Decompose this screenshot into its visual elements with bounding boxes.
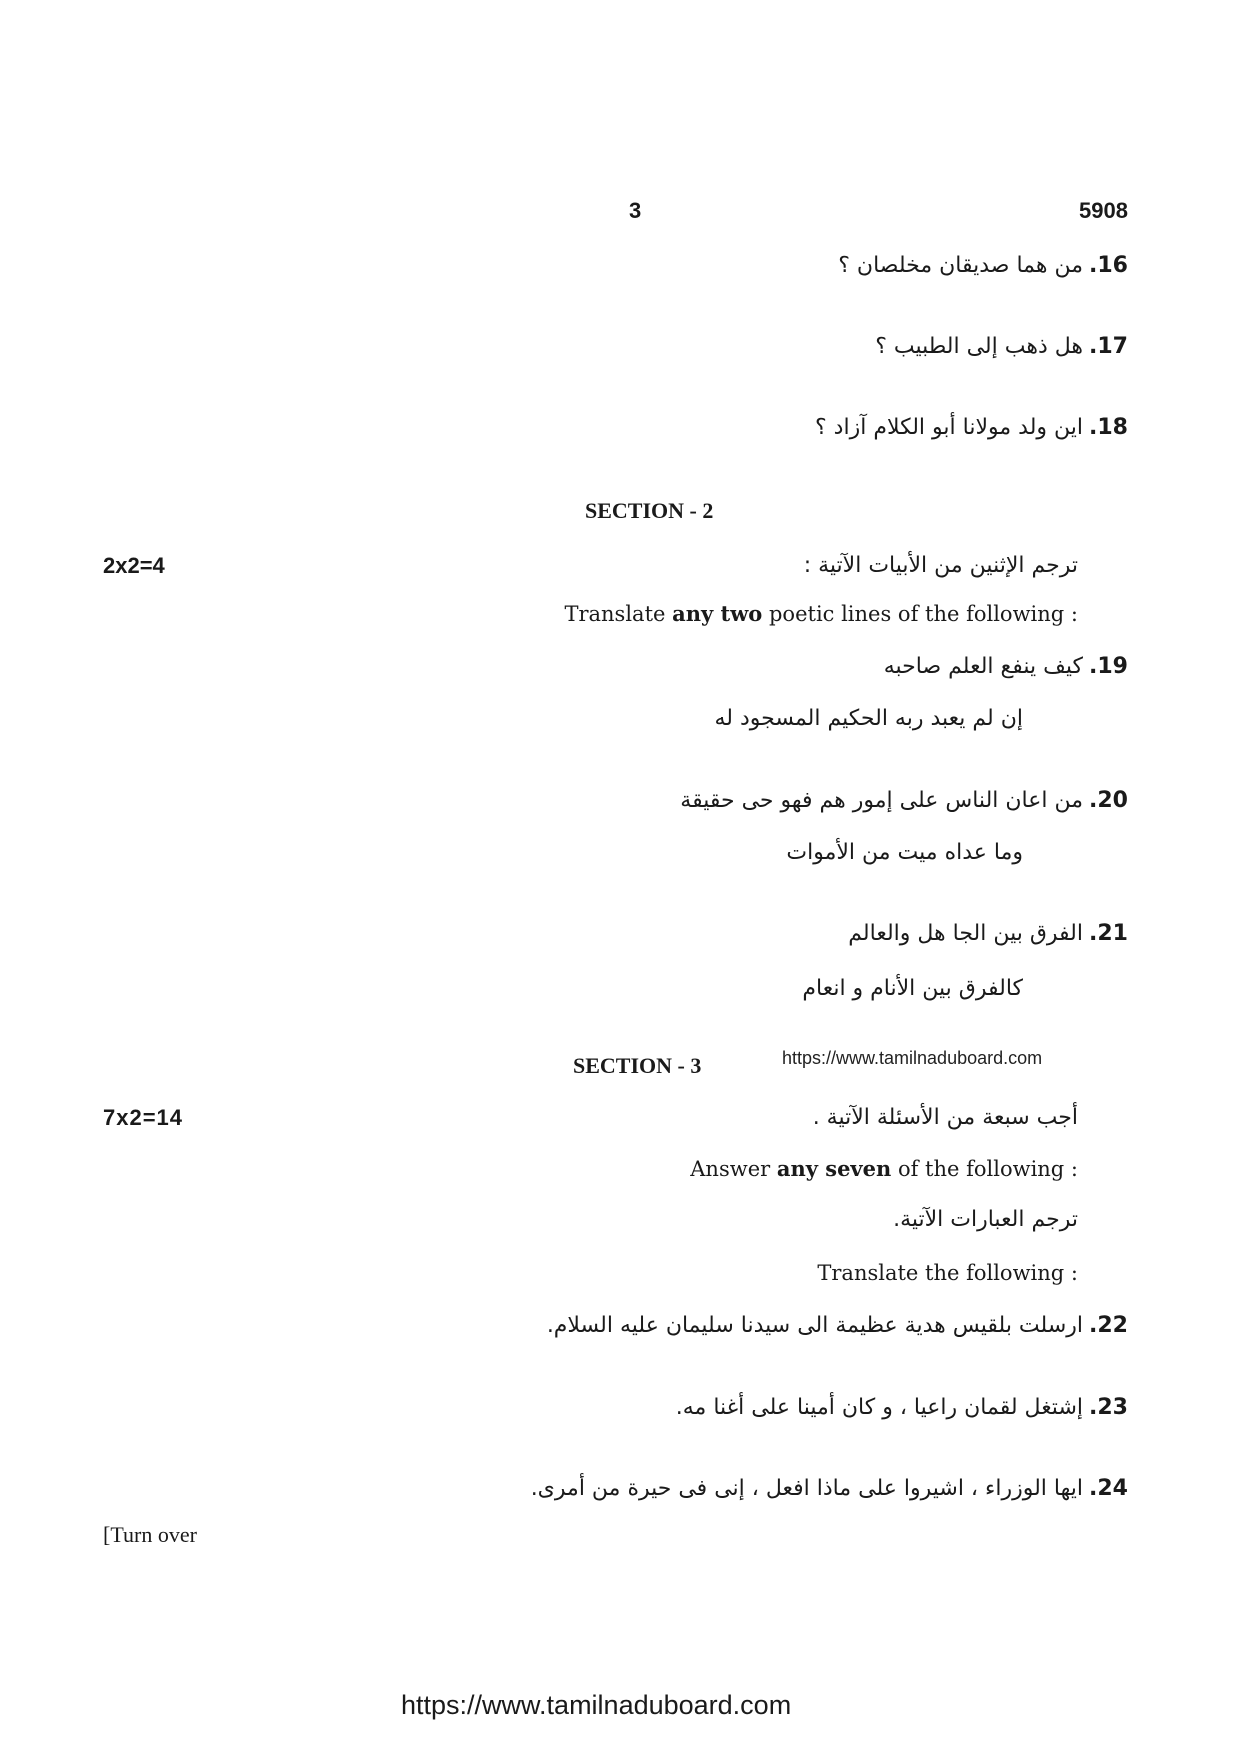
section-2-instruction-arabic: ترجم الإثنين من الأبيات الآتية : (803, 553, 1078, 578)
instruction-post: poetic lines of the following : (762, 602, 1078, 626)
question-19-line1: كيف ينفع العلم صاحبه (883, 654, 1083, 679)
instruction-pre: Translate (564, 602, 673, 626)
question-21-line1: الفرق بين الجا هل والعالم (848, 921, 1083, 946)
paper-code: 5908 (1079, 198, 1128, 223)
turn-over-note: [Turn over (103, 1522, 197, 1547)
section-2-title: SECTION - 2 (585, 498, 714, 523)
question-24-number: .24 (1089, 1476, 1128, 1501)
question-23-number: .23 (1089, 1395, 1128, 1420)
section-3-instruction-english (690, 1156, 1078, 1181)
question-16-text: من هما صديقان مخلصان ؟ (838, 253, 1083, 278)
question-21-number: .21 (1089, 921, 1128, 946)
footer-url[interactable]: https://www.tamilnaduboard.com (401, 1690, 792, 1720)
page-number: 3 (629, 198, 642, 223)
question-18-text: اين ولد مولانا أبو الكلام آزاد ؟ (815, 415, 1083, 440)
question-16-number: .16 (1089, 253, 1128, 278)
question-22-text: ارسلت بلقيس هدية عظيمة الى سيدنا سليمان عليه السلام. (546, 1313, 1083, 1338)
question-17-text: هل ذهب إلى الطبيب ؟ (875, 334, 1083, 359)
watermark-url: https://www.tamilnaduboard.com (782, 1048, 1043, 1068)
question-20-line2: وما عداه ميت من الأموات (786, 840, 1023, 865)
question-19-line2: إن لم يعبد ربه الحكيم المسجود له (714, 706, 1023, 731)
question-17-number: .17 (1089, 334, 1128, 359)
section-3-marks: 7x2=14 (103, 1105, 184, 1130)
question-21-line2: كالفرق بين الأنام و انعام (802, 976, 1023, 1001)
section-3-title: SECTION - 3 (573, 1053, 702, 1078)
question-20-line1: من اعان الناس على إمور هم فهو حى حقيقة (680, 788, 1083, 813)
section-2-instruction-english (564, 601, 1078, 626)
instruction-pre: Answer (690, 1157, 777, 1181)
section-2-marks: 2x2=4 (103, 553, 165, 578)
instruction-emphasis: any two (672, 601, 763, 626)
instruction-emphasis: any seven (776, 1156, 892, 1181)
question-20-number: .20 (1089, 788, 1128, 813)
section-3-sub-instruction-english: Translate the following : (817, 1261, 1078, 1285)
instruction-post: of the following : (891, 1157, 1078, 1181)
section-3-instruction-arabic: أجب سبعة من الأسئلة الآتية . (812, 1105, 1078, 1130)
question-18-number: .18 (1089, 415, 1128, 440)
question-23-text: إشتغل لقمان راعيا ، و كان أمينا على أغنا مه. (675, 1395, 1083, 1420)
question-24-text: ايها الوزراء ، اشيروا على ماذا افعل ، إنى فى حيرة من أمرى. (530, 1476, 1083, 1501)
question-22-number: .22 (1089, 1313, 1128, 1338)
section-3-sub-instruction-arabic: ترجم العبارات الآتية. (893, 1207, 1078, 1232)
question-19-number: .19 (1089, 654, 1128, 679)
